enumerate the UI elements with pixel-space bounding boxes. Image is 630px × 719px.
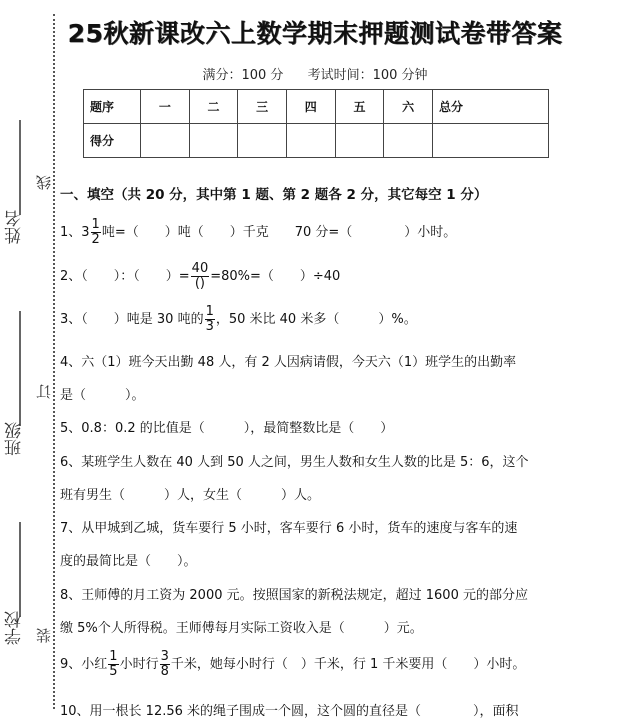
binding-mark-line: 线 (35, 175, 53, 190)
fraction: $\frac{3}{8}$ (160, 649, 169, 679)
score-cell-total[interactable] (432, 124, 548, 158)
question-7-line-1: 7、从甲城到乙城，货车要行 5 小时，客车要行 6 小时，货车的速度与客车的速 (60, 521, 518, 536)
score-table-score-row (84, 124, 549, 158)
fraction: $\frac{1}{5}$ (109, 649, 118, 679)
binding-mark-order: 订 (35, 384, 53, 399)
exam-time: 考试时间：100 分钟 (307, 68, 428, 83)
question-3 (60, 305, 417, 334)
column-header: 三 (238, 90, 287, 124)
school-field-label: 学校 (5, 611, 25, 645)
fraction: $\frac{1}{2}$ (91, 217, 100, 247)
question-6-line-2: 班有男生（ ）人，女生（ ）人。 (60, 488, 321, 503)
question-8-line-2: 缴 5%个人所得税。王师傅每月实际工资收入是（ ）元。 (60, 621, 423, 636)
question-text: 吨=（ ）吨（ ）千克 70 分=（ ）小时。 (101, 225, 457, 240)
question-text: 3、（ ）吨是 30 吨的 (60, 312, 204, 327)
question-text: 9、小红 (60, 657, 108, 672)
question-1 (60, 218, 456, 247)
question-10-line-1: 10、用一根长 12.56 米的绳子围成一个圆，这个圆的直径是（ ），面积 (60, 704, 519, 719)
question-text: ，50 米比 40 米多（ ）%。 (215, 312, 417, 327)
column-header-total: 总分 (432, 90, 548, 124)
question-4-line-1: 4、六（1）班今天出勤 48 人，有 2 人因病请假，今天六（1）班学生的出勤率 (60, 355, 517, 370)
name-field-label: 姓名 (5, 210, 25, 244)
question-2 (60, 262, 340, 291)
question-4-line-2: 是（ ）。 (60, 388, 145, 403)
score-cell[interactable] (384, 124, 433, 158)
header-label: 题序 (84, 90, 141, 124)
binding-mark-bind: 装 (35, 628, 53, 643)
score-cell[interactable] (286, 124, 335, 158)
binding-dotted-line (53, 14, 55, 709)
column-header: 二 (189, 90, 238, 124)
score-table (83, 89, 549, 158)
exam-info (0, 64, 630, 83)
question-number: 1、3 (60, 225, 90, 240)
class-field-label: 班级 (5, 422, 25, 456)
score-cell[interactable] (141, 124, 190, 158)
question-6-line-1: 6、某班学生人数在 40 人到 50 人之间，男生人数和女生人数的比是 5：6，这个 (60, 455, 529, 470)
question-text: 小时行 (119, 657, 159, 672)
fraction: $\frac{40}{()}$ (191, 261, 209, 291)
school-field-line (19, 522, 21, 617)
score-cell[interactable] (335, 124, 384, 158)
score-cell[interactable] (189, 124, 238, 158)
score-label: 得分 (84, 124, 141, 158)
column-header: 五 (335, 90, 384, 124)
question-8-line-1: 8、王师傅的月工资为 2000 元。按照国家的新税法规定，超过 1600 元的部分应 (60, 588, 528, 603)
column-header: 六 (384, 90, 433, 124)
question-text: =80%=（ ）÷40 (210, 269, 341, 284)
document-title: 25秋新课改六上数学期末押题测试卷带答案 (67, 19, 563, 48)
question-text: 千米，她每小时行（ ）千米，行 1 千米要用（ ）小时。 (170, 657, 526, 672)
score-table-header-row (84, 90, 549, 124)
question-text: 2、（ ）：（ ）= (60, 269, 190, 284)
name-field-line (19, 120, 21, 215)
full-marks: 满分：100 分 (202, 68, 284, 83)
question-9 (60, 650, 525, 679)
score-cell[interactable] (238, 124, 287, 158)
column-header: 一 (141, 90, 190, 124)
column-header: 四 (286, 90, 335, 124)
fraction: $\frac{1}{3}$ (205, 304, 214, 334)
question-5: 5、0.8：0.2 的比值是（ ），最简整数比是（ ） (60, 421, 394, 436)
question-7-line-2: 度的最简比是（ ）。 (60, 554, 197, 569)
class-field-line (19, 311, 21, 426)
section-heading: 一、填空（共 20 分，其中第 1 题、第 2 题各 2 分，其它每空 1 分） (60, 187, 488, 203)
